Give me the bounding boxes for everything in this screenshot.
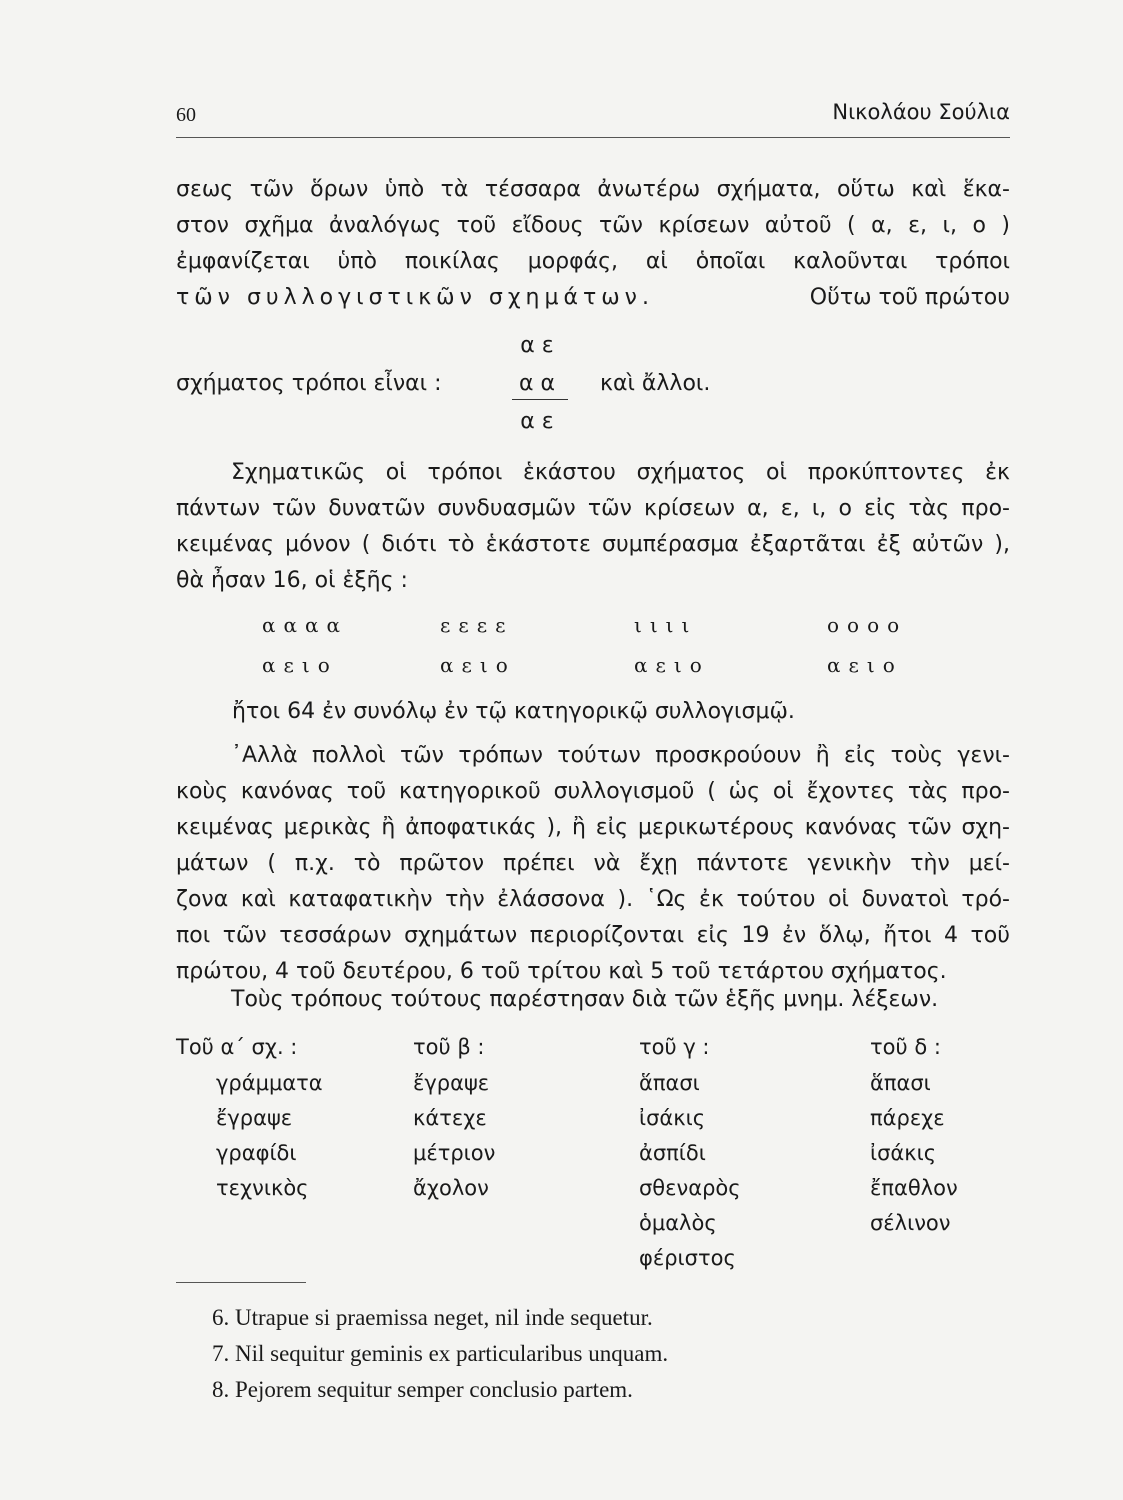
mnemonic-column: [639, 1035, 741, 1281]
mnemonic-column: [870, 1035, 958, 1246]
combination-cell: αειο: [634, 653, 710, 677]
page-number: 60: [176, 104, 196, 126]
mnemonic-word: ὁμαλὸς: [639, 1211, 717, 1235]
text-line: κοὺς κανόνας τοῦ κατηγορικοῦ συλλογισμοῦ ( ὡς οἱ ἔχοντες τὰς προ-: [176, 779, 1010, 804]
text-line-end: Οὕτω τοῦ πρώτου: [809, 285, 1010, 310]
schema-label: σχήματος τρόποι εἶναι :: [176, 371, 442, 396]
text-line: ἐμφανίζεται ὑπὸ ποικίλας μορφάς, αἱ ὁποῖαι καλοῦνται τρόποι: [176, 249, 1010, 274]
mnemonic-word: πάρεχε: [870, 1106, 945, 1130]
spaced-term: τῶν συλλογιστικῶν σχημάτων.: [176, 285, 654, 310]
text-line: ζονα καὶ καταφατικὴν τὴν ἐλάσσονα ). ῾Ως ἐκ τούτου οἱ δυνατοὶ τρό-: [176, 887, 1010, 912]
mnemonic-word: ἔγραψε: [216, 1106, 293, 1130]
text-line: κειμένας μερικὰς ἢ ἀποφατικάς ), ἢ εἰς μερικωτέρους κανόνας τῶν σχη-: [176, 815, 1010, 840]
mnemonic-word: γράμματα: [216, 1071, 323, 1095]
footnote: 8. Pejorem sequitur semper conclusio partem.: [212, 1377, 633, 1402]
mnemonic-word: μέτριον: [413, 1141, 496, 1165]
text-line: ποι τῶν τεσσάρων σχημάτων περιορίζονται εἰς 19 ἐν ὅλῳ, ἤτοι 4 τοῦ: [176, 923, 1010, 948]
footnote: 7. Nil sequitur geminis ex particularibus unquam.: [212, 1341, 669, 1366]
header-rule: [176, 137, 1010, 138]
page-header: [176, 100, 1010, 134]
mnemonic-word: ἰσάκις: [870, 1141, 937, 1165]
combination-cell: ιιιι: [634, 613, 698, 637]
text-line: κειμένας μόνον ( διότι τὸ ἑκάστοτε συμπέρασμα ἐξαρτᾶται ἐξ αὐτῶν ),: [176, 532, 1010, 557]
schema-row-1: α ε: [520, 333, 554, 358]
combination-cell: αειο: [440, 653, 516, 677]
paragraph-1: [176, 172, 1010, 316]
mnemonic-word: σέλινον: [870, 1211, 951, 1235]
figure-schema: [176, 333, 876, 433]
combination-cell: αειο: [262, 653, 338, 677]
mnemonic-word: τεχνικὸς: [216, 1176, 309, 1200]
column-heading: Τοῦ α΄ σχ. :: [176, 1035, 298, 1059]
text-line: πρώτου, 4 τοῦ δευτέρου, 6 τοῦ τρίτου καὶ 5 τοῦ τετάρτου σχήματος.: [176, 959, 947, 984]
combination-cell: εεεε: [440, 613, 514, 637]
mnemonic-word: ἔγραψε: [413, 1071, 490, 1095]
text-line: [176, 280, 1010, 316]
footnotes: [212, 1300, 668, 1408]
text-line: στον σχῆμα ἀναλόγως τοῦ εἴδους τῶν κρίσεων αὐτοῦ ( α, ε, ι, ο ): [176, 213, 1010, 238]
text-line: ἤτοι 64 ἐν συνόλῳ ἐν τῷ κατηγορικῷ συλλογισμῷ.: [232, 699, 795, 724]
mnemonic-word: ἔπαθλον: [870, 1176, 958, 1200]
paragraph-3: [176, 738, 1010, 990]
mnemonic-word: ἀσπίδι: [639, 1141, 706, 1165]
schema-row-2: α α: [519, 371, 555, 396]
text-line: ᾿Αλλὰ πολλοὶ τῶν τρόπων τούτων προσκρούουν ἢ εἰς τοὺς γενι-: [231, 743, 1010, 768]
mnemonic-word: φέριστος: [639, 1246, 736, 1270]
mnemonic-word: ἅπασι: [639, 1071, 700, 1095]
schema-row-3: α ε: [520, 409, 554, 434]
column-heading: τοῦ γ :: [639, 1035, 710, 1059]
column-heading: τοῦ β :: [413, 1035, 485, 1059]
text-line: Τοὺς τρόπους τούτους παρέστησαν διὰ τῶν ἑξῆς μνημ. λέξεων.: [231, 987, 939, 1012]
footnote: 6. Utrapue si praemissa neget, nil inde sequetur.: [212, 1305, 653, 1330]
mnemonic-word: ἅπασι: [870, 1071, 931, 1095]
running-head: Νικολάου Σούλια: [832, 100, 1010, 124]
total-line: [176, 694, 1010, 730]
text-line: σεως τῶν ὅρων ὑπὸ τὰ τέσσαρα ἀνωτέρω σχήματα, οὕτω καὶ ἕκα-: [176, 177, 1010, 202]
footnote-rule: [176, 1282, 306, 1283]
text-line: πάντων τῶν δυνατῶν συνδυασμῶν τῶν κρίσεων α, ε, ι, ο εἰς τὰς προ-: [176, 496, 1010, 521]
combination-cell: οοοο: [827, 613, 908, 637]
mnemonic-column: [176, 1035, 323, 1211]
mnemonic-word: ἰσάκις: [639, 1106, 706, 1130]
combination-cell: αααα: [262, 613, 349, 637]
schema-rule: [512, 399, 568, 400]
mnemonic-word: ἄχολον: [413, 1176, 489, 1200]
text-line: θὰ ἦσαν 16, οἱ ἑξῆς :: [176, 568, 408, 593]
mnemonic-word: σθεναρὸς: [639, 1176, 741, 1200]
paragraph-2: [176, 455, 1010, 599]
mnemonic-word: κάτεχε: [413, 1106, 487, 1130]
text-line: Σχηματικῶς οἱ τρόποι ἑκάστου σχήματος οἱ προκύπτοντες ἐκ: [231, 460, 1010, 485]
column-heading: τοῦ δ :: [870, 1035, 941, 1059]
text-line: μάτων ( π.χ. τὸ πρῶτον πρέπει νὰ ἔχῃ πάντοτε γενικὴν τὴν μεί-: [176, 851, 1010, 876]
mnemonic-column: [413, 1035, 495, 1211]
combination-cell: αειο: [827, 653, 903, 677]
mnemonic-word: γραφίδι: [216, 1141, 297, 1165]
paragraph-4: [176, 982, 1010, 1018]
schema-trailing: καὶ ἄλλοι.: [600, 371, 711, 396]
